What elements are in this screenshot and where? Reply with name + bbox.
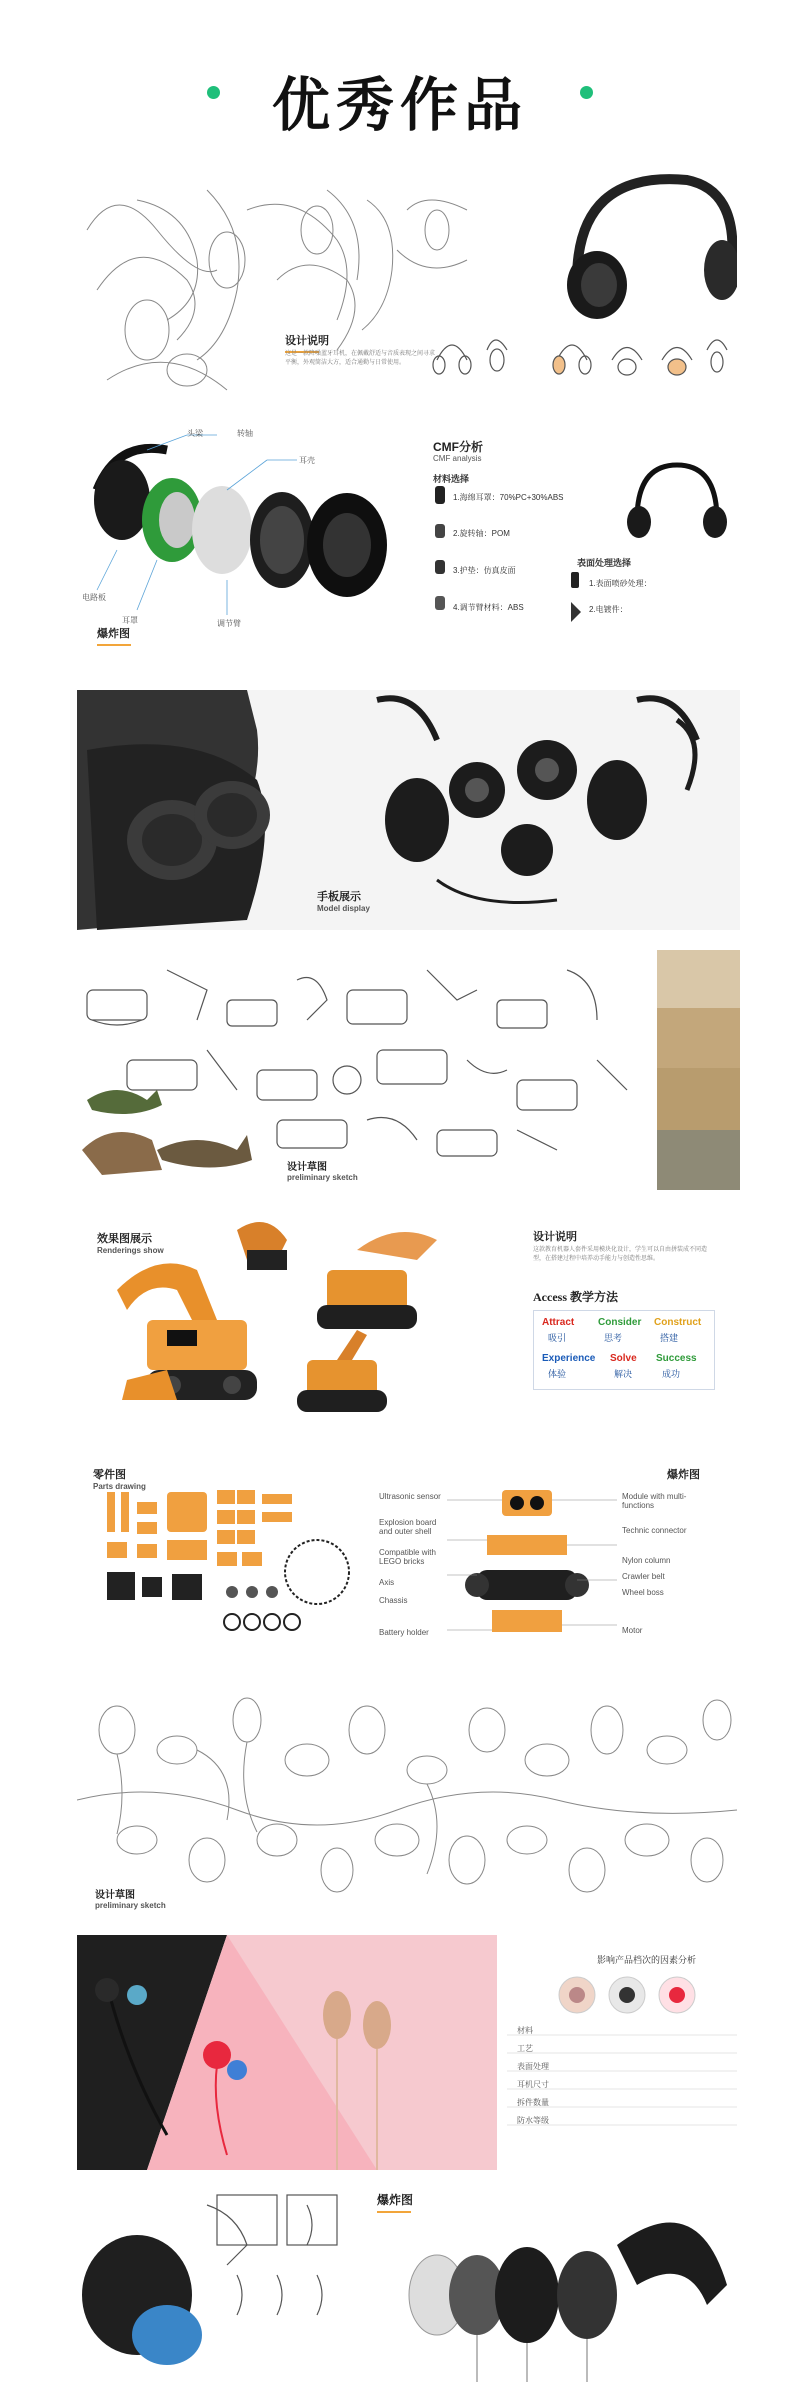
access-experience-cn: 体验 [548,1369,567,1379]
surface-heading: 表面处理选择 [577,558,632,568]
panel6-parts-sub: Parts drawing [93,1482,146,1491]
model-photos [77,690,740,930]
robot-sketch-drawing [77,950,657,1190]
earphone-sketch-drawing [77,1690,740,1920]
panel-earphone-analysis [77,1935,740,2170]
panel4-sub: preliminary sketch [287,1173,358,1182]
earphone-render-background [77,1935,740,2170]
callout-left-4: Axis [379,1578,395,1587]
callout-left-5: Chassis [379,1596,408,1605]
panel1-label-text: 设计说明 [285,335,329,347]
access-attract [542,1317,574,1328]
panel7-label-text: 设计草图 [95,1890,135,1901]
callout-left-1: Ultrasonic sensor [379,1492,441,1501]
callout-right-2: Technic connector [622,1526,687,1535]
material-4: 4.调节臂材料：ABS [453,603,524,612]
factor-row-6: 防水等级 [517,2116,549,2125]
callout-left-3: Compatible with LEGO bricks [379,1548,436,1566]
surface-2: 2.电镀件： [589,605,628,614]
surface-swatches [567,572,587,632]
headphone-render [537,170,737,320]
panel-robot-sketches [77,950,740,1190]
earphone-exploded-drawing [77,2185,740,2382]
robot-exploded-view [447,1480,617,1660]
parts-layout [87,1482,367,1662]
panel2-exploded-label [97,625,131,646]
access-solve-en: Solve [610,1353,637,1364]
panel3-label-text: 手板展示 [317,891,361,903]
panel3-sub: Model display [317,904,370,913]
callout-right-4: Crawler belt [622,1572,665,1581]
access-attract-en: Attract [542,1317,575,1328]
material-1: 1.海绵耳罩：70%PC+30%ABS [453,493,564,502]
material-3: 3.护垫：仿真皮面 [453,566,516,575]
surface-1: 1.表面喷砂处理： [589,579,652,588]
panel-cmf-analysis [77,420,740,650]
access-solve-cn: 解决 [614,1369,633,1379]
cmf-headphone-icon [617,460,727,540]
material-heading: 材料选择 [433,474,470,484]
panel1-description: 这是一款降噪蓝牙耳机，在佩戴舒适与音质表现之间寻求平衡，外观简洁大方，适合通勤与日常使用。 [285,351,436,366]
access-success [656,1353,697,1364]
access-solve [610,1353,637,1364]
headphone-views [427,320,737,400]
panel5-design-label [533,1228,577,1244]
panel-robot-renderings [77,1210,740,1430]
panel-model-display [77,690,740,930]
panel-robot-parts [77,1460,740,1670]
excavator-photos [657,950,740,1190]
material-2: 2.旋转轴：POM [453,529,510,538]
cmf-title: CMF分析 [433,440,483,454]
panel4-label-text: 设计草图 [287,1162,327,1173]
access-success-en: Success [656,1353,697,1364]
part-label-2: 转轴 [237,429,253,438]
access-attract-cn: 吸引 [548,1333,567,1343]
factor-row-3: 表面处理 [517,2062,549,2071]
part-label-3: 耳壳 [299,456,315,465]
factor-row-4: 耳机尺寸 [517,2080,549,2089]
access-consider-en: Consider [598,1317,642,1328]
panel2-exploded-text: 爆炸图 [97,628,130,640]
page-title: 优秀作品 [271,71,528,139]
panel-earphone-exploded [77,2185,740,2382]
panel5-render-sub: Renderings show [97,1246,164,1255]
panel5-design-text: 这款教育机器人套件采用模块化设计，学生可以自由拼装成不同造型，在搭建过程中培养动手能力与创造性思维。 [533,1247,708,1262]
access-experience-en: Experience [542,1353,596,1364]
panel3-label [317,888,370,913]
callout-right-3: Nylon column [622,1556,671,1565]
panel-earphone-sketches [77,1690,740,1920]
access-construct [654,1317,701,1328]
access-construct-cn: 搭建 [660,1333,679,1343]
access-consider [598,1317,641,1328]
part-label-4: 电路板 [82,593,106,602]
callout-right-1: Module with multi-functions [622,1492,687,1510]
factor-title: 影响产品档次的因素分析 [597,1955,697,1965]
part-label-5: 耳罩 [122,616,138,625]
part-label-6: 调节臂 [217,619,241,628]
access-success-cn: 成功 [662,1369,681,1379]
right-dot-icon [580,86,593,99]
callout-left-6: Battery holder [379,1628,429,1637]
factor-row-2: 工艺 [517,2044,533,2053]
panel5-render-text: 效果图展示 [97,1233,152,1245]
panel7-sub: preliminary sketch [95,1901,166,1910]
section-header [0,58,800,139]
callout-right-6: Motor [622,1626,643,1635]
panel6-exploded-label [667,1466,700,1482]
robot-render-images [87,1210,497,1430]
callout-left-2: Explosion board and outer shell [379,1518,437,1536]
panel6-exploded-text: 爆炸图 [667,1469,700,1481]
part-label-1: 头梁 [187,429,203,438]
panel7-label [95,1886,166,1910]
panel5-design-text: 设计说明 [533,1231,577,1243]
access-experience [542,1353,595,1364]
access-consider-cn: 思考 [604,1333,623,1343]
panel-headphone-design [77,170,740,410]
callout-right-5: Wheel boss [622,1588,664,1597]
access-title: Access 教学方法 [533,1290,618,1304]
cmf-subtitle: CMF analysis [433,454,482,463]
access-construct-en: Construct [654,1317,702,1328]
access-method-table [533,1310,715,1390]
material-swatches [433,486,453,626]
panel9-exploded-label [377,2191,413,2213]
panel4-label [287,1158,358,1182]
factor-row-1: 材料 [517,2026,533,2035]
panel6-parts-text: 零件图 [93,1469,126,1481]
panel9-exploded-text: 爆炸图 [377,2193,414,2207]
factor-row-5: 拆件数量 [517,2098,549,2107]
